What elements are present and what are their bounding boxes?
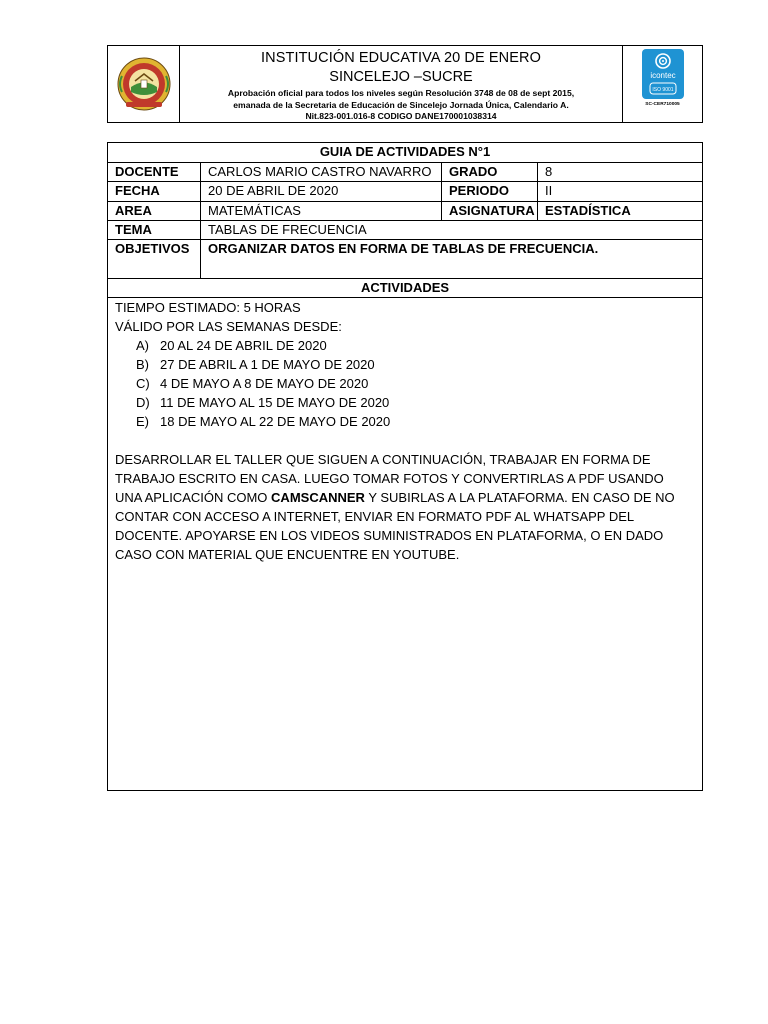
cert-iso-text: ISO 9001: [651, 87, 674, 93]
asignatura-label: ASIGNATURA: [441, 202, 537, 220]
institution-info: [180, 46, 622, 122]
institution-city: SINCELEJO –SUCRE: [329, 69, 473, 85]
week-item: [115, 393, 694, 412]
guide-title: GUIA DE ACTIVIDADES N°1: [319, 144, 491, 159]
area-value: MATEMÁTICAS: [200, 202, 441, 220]
area-label: AREA: [115, 203, 152, 218]
objetivos-value: ORGANIZAR DATOS EN FORMA DE TABLAS DE FRECUENCIA.: [200, 240, 702, 278]
docente-label: DOCENTE: [115, 164, 179, 179]
docente-row: [108, 163, 702, 182]
cert-brand-text: icontec: [649, 71, 676, 80]
week-item: [115, 336, 694, 355]
week-text: 27 DE ABRIL A 1 DE MAYO DE 2020: [160, 357, 375, 372]
docente-value: CARLOS MARIO CASTRO NAVARRO: [200, 163, 441, 181]
week-letter: D): [136, 395, 150, 410]
activities-title: ACTIVIDADES: [360, 280, 450, 295]
area-row: [108, 202, 702, 221]
school-logo-cell: [108, 46, 180, 122]
objetivos-row: [108, 240, 702, 279]
weeks-list: [115, 336, 694, 431]
week-text: 18 DE MAYO AL 22 DE MAYO DE 2020: [160, 414, 391, 429]
week-text: 11 DE MAYO AL 15 DE MAYO DE 2020: [160, 395, 390, 410]
periodo-label: PERIODO: [441, 182, 537, 201]
week-letter: B): [136, 357, 149, 372]
week-text: 4 DE MAYO A 8 DE MAYO DE 2020: [160, 376, 369, 391]
week-item: [115, 355, 694, 374]
fecha-label: FECHA: [115, 183, 160, 198]
institution-name: INSTITUCIÓN EDUCATIVA 20 DE ENERO: [261, 50, 541, 66]
grado-value: 8: [537, 163, 702, 181]
periodo-value: II: [537, 182, 702, 201]
school-seal-icon: [116, 56, 172, 112]
tema-row: [108, 221, 702, 240]
activities-body: [115, 298, 694, 564]
week-text: 20 AL 24 DE ABRIL DE 2020: [160, 338, 327, 353]
activities-title-row: [108, 279, 702, 298]
approval-line-2: emanada de la Secretaria de Educación de Sincelejo Jornada Única, Calendario A.: [233, 99, 569, 110]
fecha-value: 20 DE ABRIL DE 2020: [200, 182, 441, 201]
cert-code: SC-CER710005: [645, 102, 680, 107]
asignatura-value: ESTADÍSTICA: [537, 202, 702, 220]
certification-cell: [622, 46, 702, 122]
instructions-part-2: Y SUBIRLAS A LA PLATAFORMA. EN CASO DE NO CONTAR CON ACCESO A INTERNET, ENVIAR EN FORMATO PDF AL WHATSAPP DEL DOCENTE. APOYARSE EN LOS VIDEOS SUMINISTRADOS EN PLATAFORMA, O EN DADO CASO CON MATERIAL QUE ENCUENTRE EN YOUTUBE.: [115, 490, 675, 562]
icontec-certification-icon: [642, 49, 684, 99]
approval-line-3: Nit.823-001.016-8 CODIGO DANE170001038314: [305, 111, 497, 121]
week-letter: C): [136, 376, 150, 391]
week-letter: A): [136, 338, 149, 353]
camscanner-app-name: CAMSCANNER: [271, 490, 365, 505]
instructions-paragraph: [115, 450, 694, 564]
guide-title-row: [108, 143, 702, 163]
document-header: [107, 45, 703, 123]
week-letter: E): [136, 414, 149, 429]
week-item: [115, 412, 694, 431]
week-item: [115, 374, 694, 393]
grado-label: GRADO: [441, 163, 537, 181]
activity-guide-table: [107, 142, 703, 791]
tema-value: TABLAS DE FRECUENCIA: [200, 221, 702, 239]
approval-line-1: Aprobación oficial para todos los niveles según Resolución 3748 de 08 de sept 2015,: [227, 88, 575, 98]
instructions-part-1: DESARROLLAR EL TALLER QUE SIGUEN A CONTINUACIÓN, TRABAJAR EN FORMA DE TRABAJO ESCRITO EN CASA. LUEGO TOMAR FOTOS Y CONVERTIRLAS A PDF USANDO UNA APLICACIÓN COMO: [115, 452, 664, 505]
estimated-time: TIEMPO ESTIMADO: 5 HORAS: [115, 300, 301, 315]
tema-label: TEMA: [115, 222, 152, 237]
objetivos-label: OBJETIVOS: [115, 241, 190, 256]
valid-weeks-intro: VÁLIDO POR LAS SEMANAS DESDE:: [115, 319, 342, 334]
fecha-row: [108, 182, 702, 202]
